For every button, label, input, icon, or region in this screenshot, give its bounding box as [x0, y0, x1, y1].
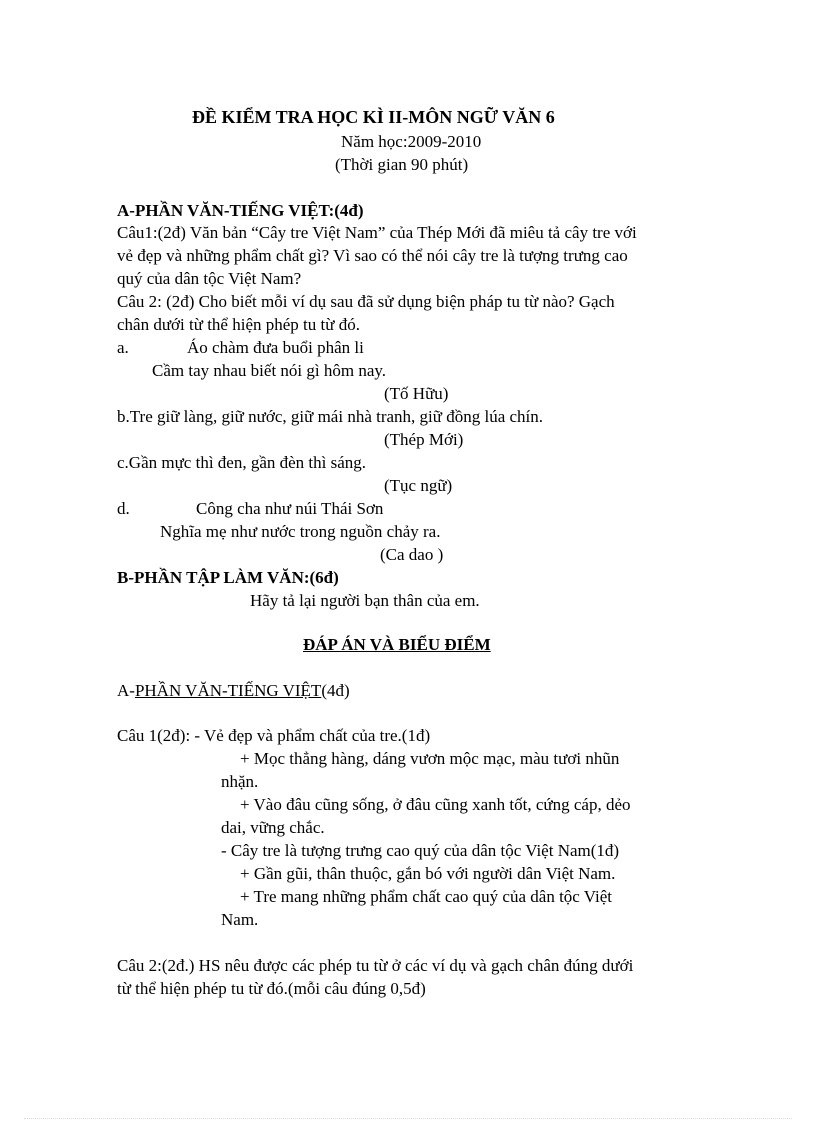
example-b-source: (Thép Mới) — [384, 430, 464, 449]
example-d-verse-2: Nghĩa mẹ như nước trong nguồn chảy ra. — [160, 522, 441, 541]
part-a-heading: A-PHẦN VĂN-TIẾNG VIỆT:(4đ) — [117, 201, 364, 220]
example-c: c.Gần mực thì đen, gần đèn thì sáng. — [117, 453, 367, 472]
example-a-verse-1: Áo chàm đưa buổi phân li — [187, 338, 364, 357]
question-2-line: chân dưới từ thể hiện phép tu từ đó. — [117, 315, 360, 334]
answer-1-line: + Gần gũi, thân thuộc, gắn bó với người dân Việt Nam. — [240, 864, 616, 883]
answer-1-line: - Cây tre là tượng trưng cao quý của dân tộc Việt Nam(1đ) — [221, 841, 620, 860]
part-b-task: Hãy tả lại người bạn thân của em. — [250, 591, 480, 610]
page-bottom-edge — [24, 1118, 792, 1119]
exam-title: ĐỀ KIỂM TRA HỌC KÌ II-MÔN NGỮ VĂN 6 — [192, 107, 555, 127]
question-1-line: Câu1:(2đ) Văn bản “Cây tre Việt Nam” của Thép Mới đã miêu tả cây tre với — [117, 223, 637, 242]
answer-1-line: + Vào đâu cũng sống, ở đâu cũng xanh tốt, cứng cáp, dẻo — [240, 795, 631, 814]
answer-section-a-points: (4đ) — [321, 681, 350, 700]
answer-1-line: + Tre mang những phẩm chất cao quý của dân tộc Việt — [240, 887, 613, 906]
question-1-line: vẻ đẹp và những phẩm chất gì? Vì sao có thể nói cây tre là tượng trưng cao — [117, 246, 628, 265]
answer-1-line: nhặn. — [221, 772, 259, 791]
school-year: Năm học:2009-2010 — [341, 132, 482, 151]
answer-1-line: Câu 1(2đ): - Vẻ đẹp và phẩm chất của tre.(1đ) — [117, 726, 431, 745]
answer-key-heading: ĐÁP ÁN VÀ BIỂU ĐIỂM — [303, 635, 491, 654]
example-c-source: (Tục ngữ) — [384, 476, 453, 495]
answer-2-line: từ thể hiện phép tu từ đó.(mỗi câu đúng 0,5đ) — [117, 979, 426, 998]
answer-2-line: Câu 2:(2đ.) HS nêu được các phép tu từ ở các ví dụ và gạch chân đúng dưới — [117, 956, 634, 975]
answer-1-line: Nam. — [221, 910, 259, 929]
exam-duration: (Thời gian 90 phút) — [335, 155, 469, 174]
answer-section-a-heading — [117, 680, 350, 702]
example-d-verse-1: Công cha như núi Thái Sơn — [196, 499, 384, 518]
answer-1-line: + Mọc thẳng hàng, dáng vươn mộc mạc, màu tươi nhũn — [240, 749, 620, 768]
example-a-verse-2: Cầm tay nhau biết nói gì hôm nay. — [152, 361, 387, 380]
question-2-line: Câu 2: (2đ) Cho biết mỗi ví dụ sau đã sử dụng biện pháp tu từ nào? Gạch — [117, 292, 615, 311]
answer-1-line: dai, vững chắc. — [221, 818, 325, 837]
example-d-label: d. — [117, 499, 130, 518]
answer-section-a-title: PHẦN VĂN-TIẾNG VIỆT — [134, 681, 322, 700]
example-b: b.Tre giữ làng, giữ nước, giữ mái nhà tranh, giữ đồng lúa chín. — [117, 407, 544, 426]
example-d-source: (Ca dao ) — [380, 545, 444, 564]
part-b-heading: B-PHẦN TẬP LÀM VĂN:(6đ) — [117, 568, 339, 587]
answer-section-a-prefix: A- — [117, 681, 135, 700]
example-a-label: a. — [117, 338, 129, 357]
question-1-line: quý của dân tộc Việt Nam? — [117, 269, 302, 288]
example-a-source: (Tố Hữu) — [384, 384, 449, 403]
